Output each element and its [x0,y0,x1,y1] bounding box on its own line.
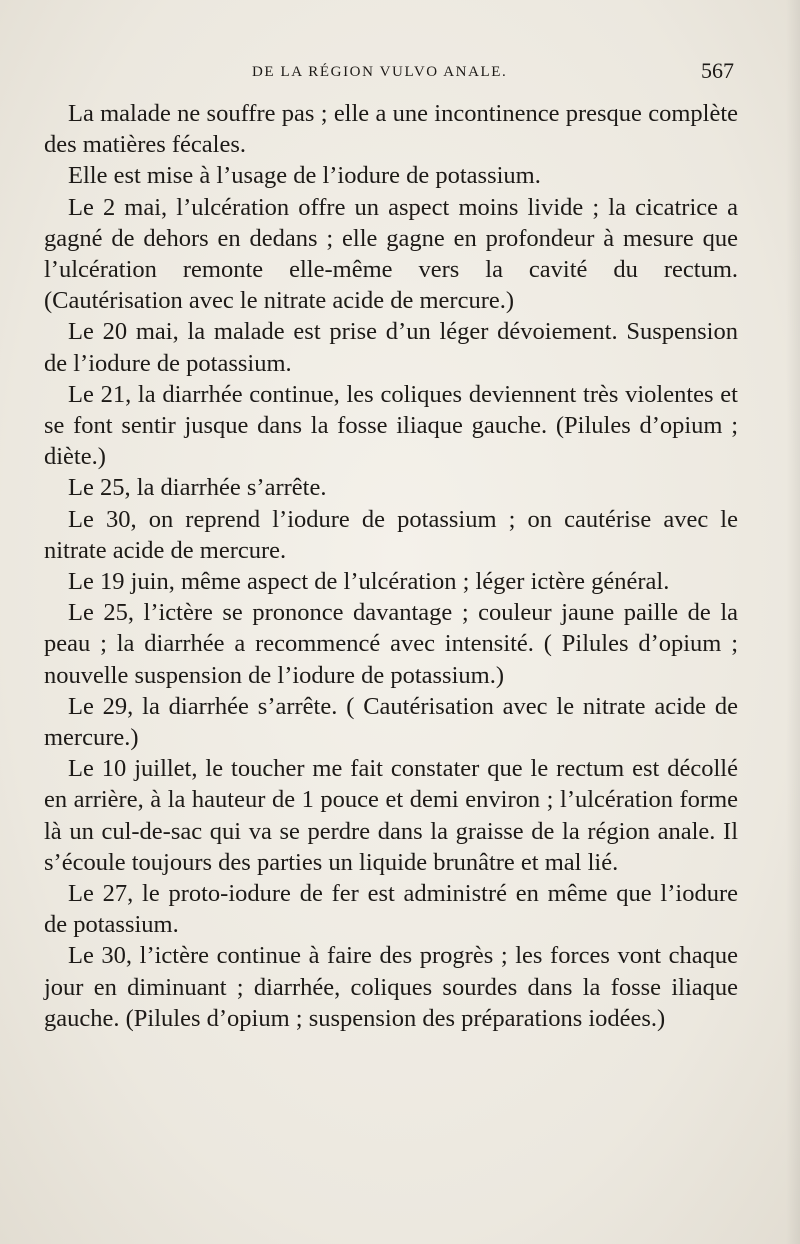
paragraph: Le 25, la diarrhée s’arrête. [68,474,327,502]
body-text [44,98,738,1034]
paragraph: Le 30, on reprend l’iodure de potassium ; on cautérise avec le nitrate acide de mercure. [44,505,738,564]
paragraph: Le 29, la diarrhée s’arrête. ( Cautérisation avec le nitrate acide de mercure.) [44,692,738,752]
paragraph: Elle est mise à l’usage de l’iodure de potassium. [68,162,541,190]
paragraph: Le 30, l’ictère continue à faire des progrès ; les forces vont chaque jour en diminuant ; diarrhée, coliques sourdes dans la fosse iliaque gauche. (Pilules d’opium ; suspension des préparations iodées.) [44,942,738,1032]
paragraph: La malade ne souffre pas ; elle a une incontinence presque complète des matières fécales. [44,100,738,159]
paragraph: Le 10 juillet, le toucher me fait constater que le rectum est décollé en arrière, à la hauteur de 1 pouce et demi environ ; l’ulcération forme là un cul-de-sac qui va se perdre dans la graisse de la région anale. Il s’écoule toujours des parties un liquide brunâtre et mal lié. [44,755,738,876]
paragraph: Le 20 mai, la malade est prise d’un léger dévoiement. Suspension de l’iodure de potassium. [44,318,738,377]
running-head: DE LA RÉGION VULVO ANALE. [252,64,508,80]
paragraph: Le 19 juin, même aspect de l’ulcération ; léger ictère général. [68,568,670,596]
paragraph: Le 25, l’ictère se prononce davantage ; couleur jaune paille de la peau ; la diarrhée a recommencé avec intensité. ( Pilules d’opium ; nouvelle suspension de l’iodure de potassium.) [44,599,738,689]
page-header [40,60,740,90]
page-edge-shadow [786,0,800,1244]
paragraph: Le 21, la diarrhée continue, les coliques deviennent très violentes et se font sentir jusque dans la fosse iliaque gauche. (Pilules d’opium ; diète.) [44,380,738,471]
paragraph: Le 2 mai, l’ulcération offre un aspect moins livide ; la cicatrice a gagné de dehors en dedans ; elle gagne en profondeur à mesure que l’ulcération remonte elle-même vers la cavité du rectum. (Cautérisation avec le nitrate acide de mercure.) [44,193,738,315]
paragraph: Le 27, le proto-iodure de fer est administré en même que l’iodure de potassium. [44,880,738,939]
page-number: 567 [701,58,734,83]
